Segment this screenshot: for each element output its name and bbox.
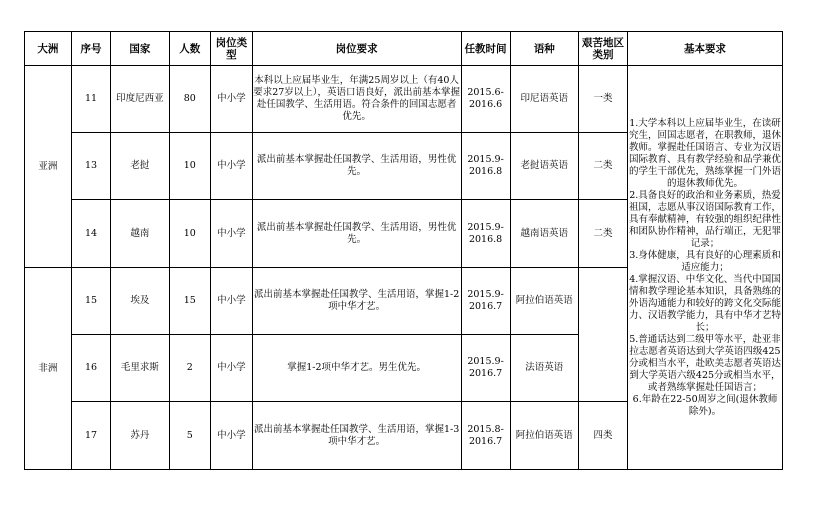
header-hardship: 艰苦地区类别 — [579, 32, 628, 66]
header-continent: 大洲 — [25, 32, 72, 66]
header-language: 语种 — [510, 32, 579, 66]
row-language: 阿拉伯语英语 — [510, 402, 579, 470]
header-type: 岗位类型 — [211, 32, 253, 66]
basic-requirement-1: 1.大学本科以上应届毕业生，在读研究生，回国志愿者，在职教师，退休教师。掌握赴任国语言、专业为汉语国际教育、具有教学经验和品学兼优的学生干部优先，熟练掌握一门外语的退休教师优先。 — [628, 117, 781, 189]
row-type: 中小学 — [211, 66, 253, 133]
basic-requirement-3: 3.身体健康，具有良好的心理素质和适应能力； — [629, 249, 781, 273]
row-no: 15 — [71, 268, 111, 335]
row-country: 毛里求斯 — [111, 335, 169, 402]
row-requirement: 派出前基本掌握赴任国教学、生活用语，男性优先。 — [252, 133, 461, 200]
row-period: 2015.9-2016.8 — [461, 200, 510, 268]
row-type: 中小学 — [211, 335, 253, 402]
row-count: 2 — [169, 335, 211, 402]
row-period: 2015.8-2016.7 — [461, 402, 510, 470]
row-requirement: 掌握1-2项中华才艺。男生优先。 — [252, 335, 461, 402]
row-period: 2015.9-2016.8 — [461, 133, 510, 200]
continent-africa: 非洲 — [25, 268, 72, 470]
row-no: 13 — [71, 133, 111, 200]
row-hardship — [579, 268, 628, 402]
row-count: 5 — [169, 402, 211, 470]
row-count: 15 — [169, 268, 211, 335]
row-type: 中小学 — [211, 133, 253, 200]
row-no: 17 — [71, 402, 111, 470]
row-count: 80 — [169, 66, 211, 133]
row-language: 法语英语 — [510, 335, 579, 402]
header-row — [25, 32, 783, 66]
row-requirement: 派出前基本掌握赴任国教学、生活用语，男性优先。 — [252, 200, 461, 268]
row-language: 越南语英语 — [510, 200, 579, 268]
basic-requirement-6: 6.年龄在22-50周岁之间(退休教师除外)。 — [632, 393, 778, 417]
row-hardship: 二类 — [579, 200, 628, 268]
row-language: 印尼语英语 — [510, 66, 579, 133]
row-requirement: 本科以上应届毕业生，年满25周岁以上（有40人要求27岁以上），英语口语良好，派出前基本掌握赴任国教学、生活用语。符合条件的回国志愿者优先。 — [252, 66, 461, 133]
row-country: 苏丹 — [111, 402, 169, 470]
table-row — [25, 66, 783, 133]
row-type: 中小学 — [211, 200, 253, 268]
basic-requirements — [627, 66, 782, 470]
header-no: 序号 — [71, 32, 111, 66]
basic-requirement-5: 5.普通话达到二级甲等水平，赴亚非拉志愿者英语达到大学英语四级425分或相当水平，赴欧美志愿者英语达到大学英语六级425分或相当水平，或者熟练掌握赴任国语言； — [628, 333, 781, 393]
basic-requirement-4: 4.掌握汉语、中华文化、当代中国国情和教学理论基本知识，具备熟练的外语沟通能力和较好的跨文化交际能力、汉语教学能力，具有中华才艺特长； — [628, 273, 781, 333]
row-country: 越南 — [111, 200, 169, 268]
row-no: 14 — [71, 200, 111, 268]
row-requirement: 派出前基本掌握赴任国教学、生活用语，掌握1-2项中华才艺。 — [252, 268, 461, 335]
header-country: 国家 — [111, 32, 169, 66]
row-period: 2015.6-2016.6 — [461, 66, 510, 133]
row-count: 10 — [169, 200, 211, 268]
volunteer-table — [24, 31, 783, 470]
row-no: 11 — [71, 66, 111, 133]
row-type: 中小学 — [211, 268, 253, 335]
row-country: 老挝 — [111, 133, 169, 200]
row-period: 2015.9-2016.7 — [461, 268, 510, 335]
row-hardship: 四类 — [579, 402, 628, 470]
basic-requirement-2: 2.具备良好的政治和业务素质，热爱祖国，志愿从事汉语国际教育工作，具有奉献精神，有较强的组织纪律性和团队协作精神，品行端正，无犯罪记录； — [628, 189, 781, 249]
row-language: 阿拉伯语英语 — [510, 268, 579, 335]
header-requirement: 岗位要求 — [252, 32, 461, 66]
row-country: 印度尼西亚 — [111, 66, 169, 133]
row-count: 10 — [169, 133, 211, 200]
row-country: 埃及 — [111, 268, 169, 335]
header-count: 人数 — [169, 32, 211, 66]
row-no: 16 — [71, 335, 111, 402]
row-language: 老挝语英语 — [510, 133, 579, 200]
continent-asia: 亚洲 — [25, 66, 72, 268]
header-period: 任教时间 — [461, 32, 510, 66]
header-basic: 基本要求 — [627, 32, 782, 66]
row-hardship: 一类 — [579, 66, 628, 133]
row-hardship: 二类 — [579, 133, 628, 200]
row-period: 2015.9-2016.7 — [461, 335, 510, 402]
row-requirement: 派出前基本掌握赴任国教学、生活用语，掌握1-3项中华才艺。 — [252, 402, 461, 470]
row-type: 中小学 — [211, 402, 253, 470]
